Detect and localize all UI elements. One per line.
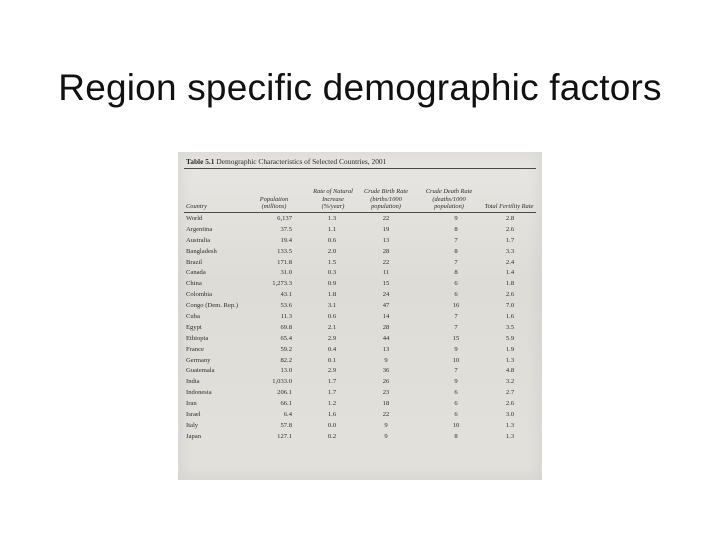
cell-death-rate: 6: [454, 389, 458, 397]
cell-birth-rate: 47: [382, 302, 390, 310]
cell-natural-increase: 2.0: [327, 247, 337, 255]
cell-country: France: [186, 345, 204, 353]
cell-birth-rate: 19: [382, 225, 390, 233]
cell-population: 31.0: [280, 269, 292, 277]
cell-country: Colombia: [186, 291, 213, 299]
cell-natural-increase: 0.2: [327, 432, 337, 440]
table-row: [178, 225, 542, 236]
cell-fertility-rate: 5.9: [505, 334, 515, 342]
cell-fertility-rate: 2.8: [505, 215, 515, 222]
cell-country: Canada: [186, 269, 206, 277]
cell-natural-increase: 1.2: [327, 400, 337, 408]
table-top-rule: [184, 168, 536, 169]
cell-fertility-rate: 1.3: [505, 356, 515, 364]
cell-death-rate: 7: [454, 313, 458, 321]
cell-death-rate: 9: [454, 378, 458, 386]
cell-country: Congo (Dem. Rep.): [186, 302, 239, 310]
cell-population: 127.1: [277, 432, 292, 440]
cell-fertility-rate: 4.8: [505, 367, 515, 375]
cell-death-rate: 9: [454, 215, 458, 222]
cell-natural-increase: 0.9: [327, 280, 337, 288]
cell-natural-increase: 0.6: [327, 313, 337, 321]
cell-death-rate: 6: [454, 411, 458, 419]
cell-population: 171.8: [277, 258, 292, 266]
table-row: [178, 323, 542, 334]
cell-death-rate: 7: [454, 236, 458, 244]
header-natural-increase: Rate of Natural Increase (%/year): [313, 188, 353, 210]
cell-population: 59.2: [280, 345, 292, 353]
cell-birth-rate: 28: [382, 247, 390, 255]
cell-birth-rate: 9: [384, 421, 388, 429]
header-population: Population (millions): [259, 195, 289, 210]
cell-population: 65.4: [280, 334, 292, 342]
cell-fertility-rate: 1.9: [505, 345, 515, 353]
cell-country: Egypt: [186, 323, 202, 331]
table-body: [178, 214, 542, 443]
cell-population: 133.5: [277, 247, 292, 255]
cell-birth-rate: 13: [382, 345, 390, 353]
cell-death-rate: 9: [454, 345, 458, 353]
cell-population: 66.1: [280, 400, 292, 408]
cell-death-rate: 8: [454, 432, 458, 440]
table-row: [178, 290, 542, 301]
cell-population: 57.8: [280, 421, 292, 429]
cell-country: Japan: [186, 432, 202, 440]
cell-natural-increase: 1.8: [327, 291, 337, 299]
cell-birth-rate: 11: [382, 269, 390, 277]
cell-fertility-rate: 3.0: [505, 411, 515, 419]
cell-birth-rate: 22: [382, 215, 390, 222]
cell-population: 53.6: [280, 302, 292, 310]
cell-country: Brazil: [186, 258, 203, 266]
table-row: [178, 334, 542, 345]
cell-fertility-rate: 2.4: [505, 258, 515, 266]
cell-death-rate: 8: [454, 269, 458, 277]
cell-population: 43.1: [280, 291, 292, 299]
cell-country: Bangladesh: [186, 247, 217, 255]
table-row: [178, 279, 542, 290]
table-caption-text: Demographic Characteristics of Selected Countries, 2001: [216, 157, 387, 166]
cell-country: Italy: [186, 421, 199, 429]
cell-death-rate: 6: [454, 291, 458, 299]
cell-natural-increase: 3.1: [327, 302, 337, 310]
cell-fertility-rate: 1.7: [505, 236, 515, 244]
cell-fertility-rate: 1.4: [505, 269, 515, 277]
cell-death-rate: 10: [452, 356, 460, 364]
cell-population: 11.3: [280, 313, 292, 321]
cell-birth-rate: 22: [382, 258, 390, 266]
table-row: [178, 258, 542, 269]
cell-population: 206.1: [277, 389, 292, 397]
cell-birth-rate: 14: [382, 313, 390, 321]
cell-death-rate: 7: [454, 367, 458, 375]
table-row: [178, 236, 542, 247]
table-row: [178, 421, 542, 432]
table-row: [178, 388, 542, 399]
cell-natural-increase: 2.9: [327, 367, 337, 375]
cell-natural-increase: 1.6: [327, 411, 337, 419]
table-row: [178, 268, 542, 279]
cell-fertility-rate: 1.8: [505, 280, 515, 288]
table-row: [178, 301, 542, 312]
table-caption: [186, 157, 386, 166]
cell-natural-increase: 0.1: [327, 356, 337, 364]
cell-fertility-rate: 1.3: [505, 432, 515, 440]
cell-fertility-rate: 3.3: [505, 247, 515, 255]
cell-birth-rate: 9: [384, 356, 388, 364]
cell-country: World: [186, 215, 203, 222]
cell-country: Israel: [186, 411, 201, 419]
cell-country: Australia: [186, 236, 211, 244]
cell-population: 19.4: [280, 236, 292, 244]
cell-population: 6.4: [283, 411, 292, 419]
header-death-rate: Crude Death Rate (deaths/1000 population): [425, 188, 473, 210]
cell-birth-rate: 23: [382, 389, 390, 397]
cell-death-rate: 10: [452, 421, 460, 429]
cell-country: China: [186, 280, 202, 288]
cell-natural-increase: 1.5: [327, 258, 337, 266]
cell-fertility-rate: 3.5: [505, 323, 515, 331]
cell-death-rate: 6: [454, 280, 458, 288]
cell-birth-rate: 22: [382, 411, 390, 419]
table-row: [178, 377, 542, 388]
cell-death-rate: 7: [454, 258, 458, 266]
cell-population: 1,273.3: [272, 280, 292, 288]
cell-country: Iran: [186, 400, 197, 408]
cell-fertility-rate: 2.7: [505, 389, 515, 397]
cell-birth-rate: 44: [382, 334, 390, 342]
cell-fertility-rate: 2.6: [505, 400, 515, 408]
cell-birth-rate: 13: [382, 236, 390, 244]
cell-country: India: [186, 378, 200, 386]
cell-population: 1,033.0: [272, 378, 292, 386]
cell-population: 13.0: [280, 367, 292, 375]
cell-birth-rate: 36: [382, 367, 390, 375]
cell-fertility-rate: 2.6: [505, 225, 515, 233]
cell-natural-increase: 0.0: [327, 421, 337, 429]
slide-title: Region specific demographic factors: [58, 66, 662, 108]
header-birth-rate: Crude Birth Rate (births/1000 population): [363, 188, 409, 210]
cell-country: Argentina: [186, 225, 213, 233]
table-row: [178, 399, 542, 410]
table-row: [178, 366, 542, 377]
cell-natural-increase: 0.6: [327, 236, 337, 244]
cell-birth-rate: 26: [382, 378, 390, 386]
header-rule: [184, 212, 536, 213]
table-row: [178, 356, 542, 367]
cell-country: Indonesia: [186, 389, 212, 397]
cell-birth-rate: 15: [382, 280, 390, 288]
cell-natural-increase: 0.3: [327, 269, 337, 277]
cell-country: Cuba: [186, 313, 200, 321]
cell-population: 37.5: [280, 225, 292, 233]
cell-birth-rate: 9: [384, 432, 388, 440]
cell-population: 82.2: [280, 356, 292, 364]
cell-natural-increase: 1.1: [327, 225, 337, 233]
cell-death-rate: 16: [452, 302, 460, 310]
table-row: [178, 214, 542, 225]
table-row: [178, 312, 542, 323]
scanned-table-image: [178, 152, 542, 480]
cell-death-rate: 7: [454, 323, 458, 331]
cell-fertility-rate: 1.3: [505, 421, 515, 429]
cell-death-rate: 8: [454, 225, 458, 233]
cell-population: 6,137: [277, 215, 292, 222]
cell-natural-increase: 2.9: [327, 334, 337, 342]
cell-country: Ethiopia: [186, 334, 209, 342]
cell-birth-rate: 28: [382, 323, 390, 331]
cell-fertility-rate: 7.0: [505, 302, 515, 310]
cell-death-rate: 6: [454, 400, 458, 408]
cell-natural-increase: 1.7: [327, 389, 337, 397]
table-caption-label: Table 5.1: [186, 157, 215, 166]
cell-fertility-rate: 1.6: [505, 313, 515, 321]
cell-death-rate: 8: [454, 247, 458, 255]
table-row: [178, 247, 542, 258]
cell-natural-increase: 1.7: [327, 378, 337, 386]
table-row: [178, 410, 542, 421]
cell-birth-rate: 18: [382, 400, 390, 408]
table-row: [178, 345, 542, 356]
cell-death-rate: 15: [452, 334, 460, 342]
cell-natural-increase: 0.4: [327, 345, 337, 353]
cell-natural-increase: 1.3: [327, 215, 337, 222]
table-row: [178, 432, 542, 443]
cell-country: Guatemala: [186, 367, 215, 375]
cell-fertility-rate: 3.2: [505, 378, 515, 386]
cell-fertility-rate: 2.6: [505, 291, 515, 299]
cell-natural-increase: 2.1: [327, 323, 337, 331]
cell-country: Germany: [186, 356, 211, 364]
header-fertility-rate: Total Fertility Rate: [484, 202, 534, 210]
cell-birth-rate: 24: [382, 291, 390, 299]
cell-population: 69.8: [280, 323, 292, 331]
header-country: Country: [186, 202, 207, 210]
